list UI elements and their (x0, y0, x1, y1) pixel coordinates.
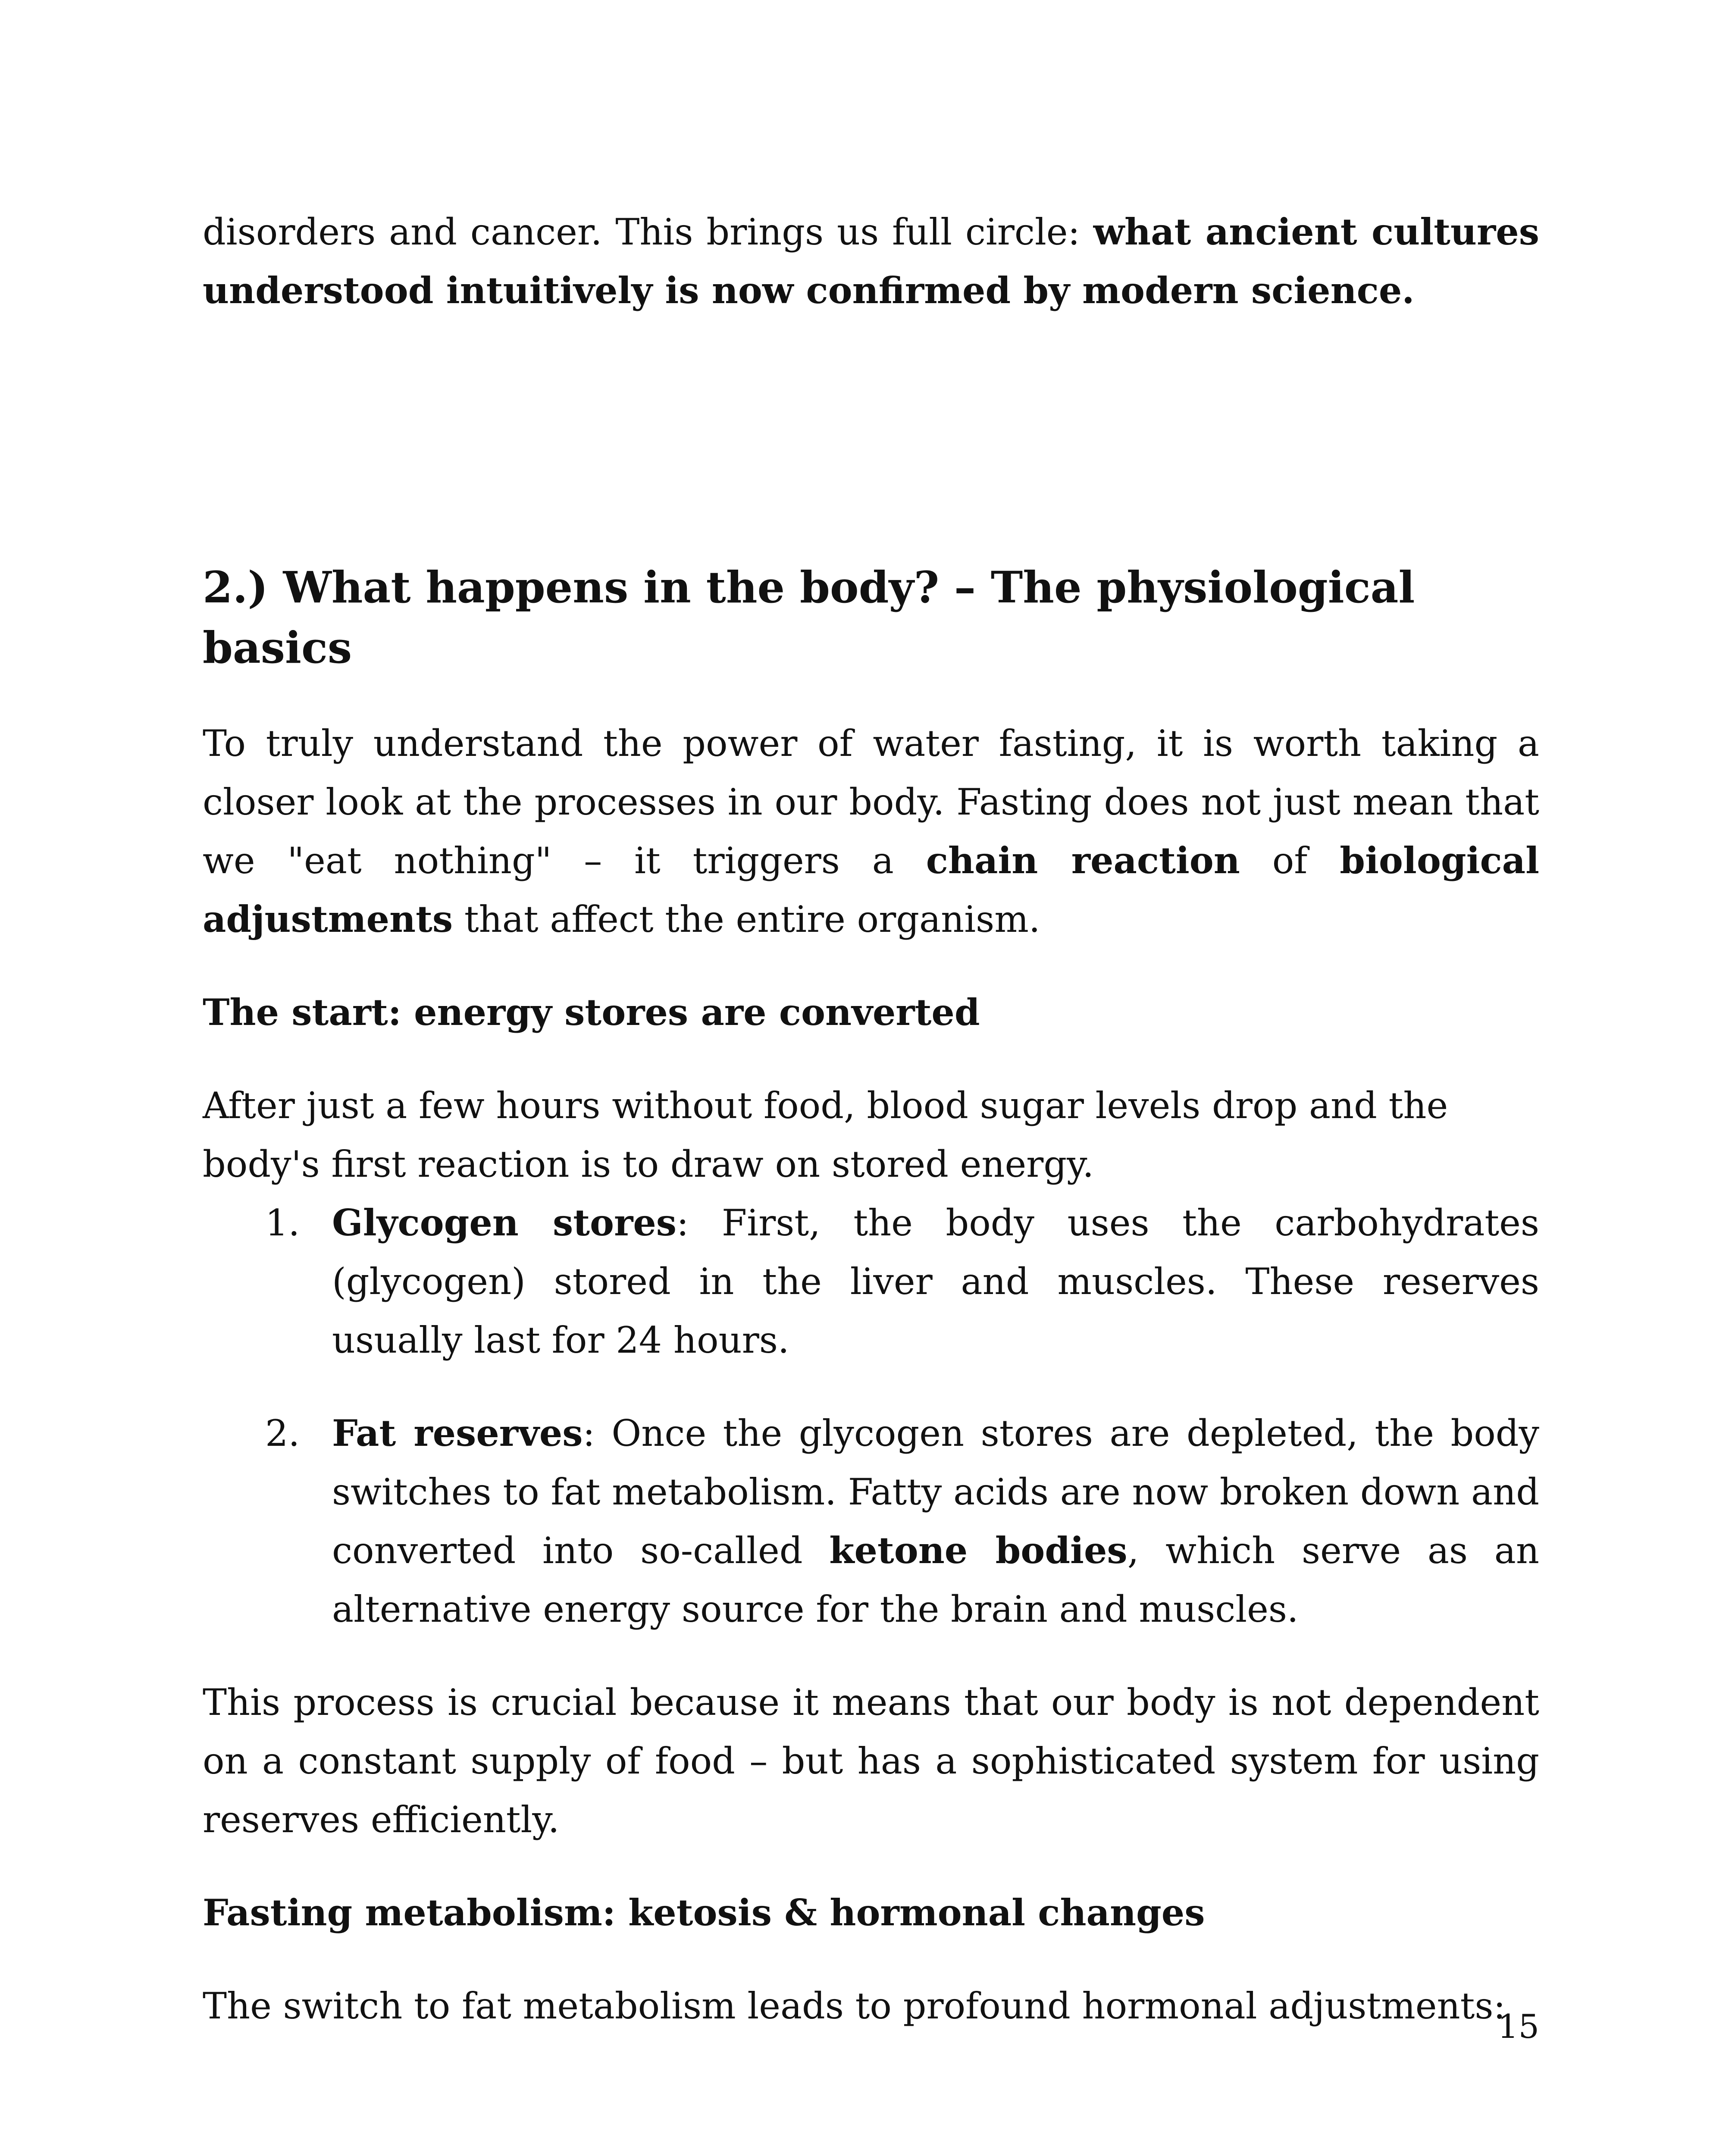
page-number: 15 (1497, 2007, 1539, 2046)
para1-text-3: that affect the entire organism. (453, 898, 1040, 940)
list-item-bold: Glycogen stores (332, 1201, 677, 1244)
paragraph-intro-fasting (203, 714, 1539, 949)
list-item-bold-ketone: ketone bodies (829, 1529, 1128, 1572)
list-item-text: : Once the glycogen stores are depleted, the body switches to fat metabolism. Fatty acids are now broken down and converted into so-called (332, 1412, 1540, 1572)
subheading-fasting-metabolism: Fasting metabolism: ketosis & hormonal changes (203, 1891, 1205, 1934)
subheading-energy-stores: The start: energy stores are converted (203, 991, 980, 1034)
intro-bold-text: what ancient cultures understood intuitively is now confirmed by modern science. (203, 210, 1539, 312)
list-number: 1. (265, 1202, 300, 1244)
para1-text-1: To truly understand the power of water fasting, it is worth taking a closer look at the processes in our body. Fasting does not just mean that we "eat nothing" – it triggers a (203, 722, 1539, 882)
intro-paragraph (203, 203, 1539, 320)
list-item (203, 1194, 1539, 1369)
paragraph-process-crucial: This process is crucial because it means that our body is not dependent on a constant supply of food – but has a sophisticated system for using reserves efficiently. (203, 1681, 1539, 1841)
page-content (203, 203, 1539, 2035)
para1-bold-chain-reaction: chain reaction (926, 839, 1240, 882)
list-item-text-2: , which serve as an alternative energy source for the brain and muscles. (332, 1529, 1539, 1630)
list-item (203, 1404, 1539, 1639)
energy-list (203, 1194, 1539, 1639)
intro-text: disorders and cancer. This brings us full circle: (203, 211, 1093, 253)
paragraph-blood-sugar: After just a few hours without food, blood sugar levels drop and the body's first reaction is to draw on stored energy. (203, 1084, 1448, 1185)
section-heading: 2.) What happens in the body? – The physiological basics (203, 562, 1415, 673)
para1-text-2: of (1240, 840, 1340, 882)
paragraph-hormonal: The switch to fat metabolism leads to profound hormonal adjustments: (203, 1985, 1506, 2027)
list-number: 2. (265, 1412, 300, 1454)
para1-bold-biological-adjustments: biological adjustments (203, 839, 1539, 940)
list-item-bold: Fat reserves (332, 1412, 583, 1454)
list-item-text: : First, the body uses the carbohydrates (glycogen) stored in the liver and muscles. These reserves usually last for 24 hours. (332, 1202, 1539, 1361)
